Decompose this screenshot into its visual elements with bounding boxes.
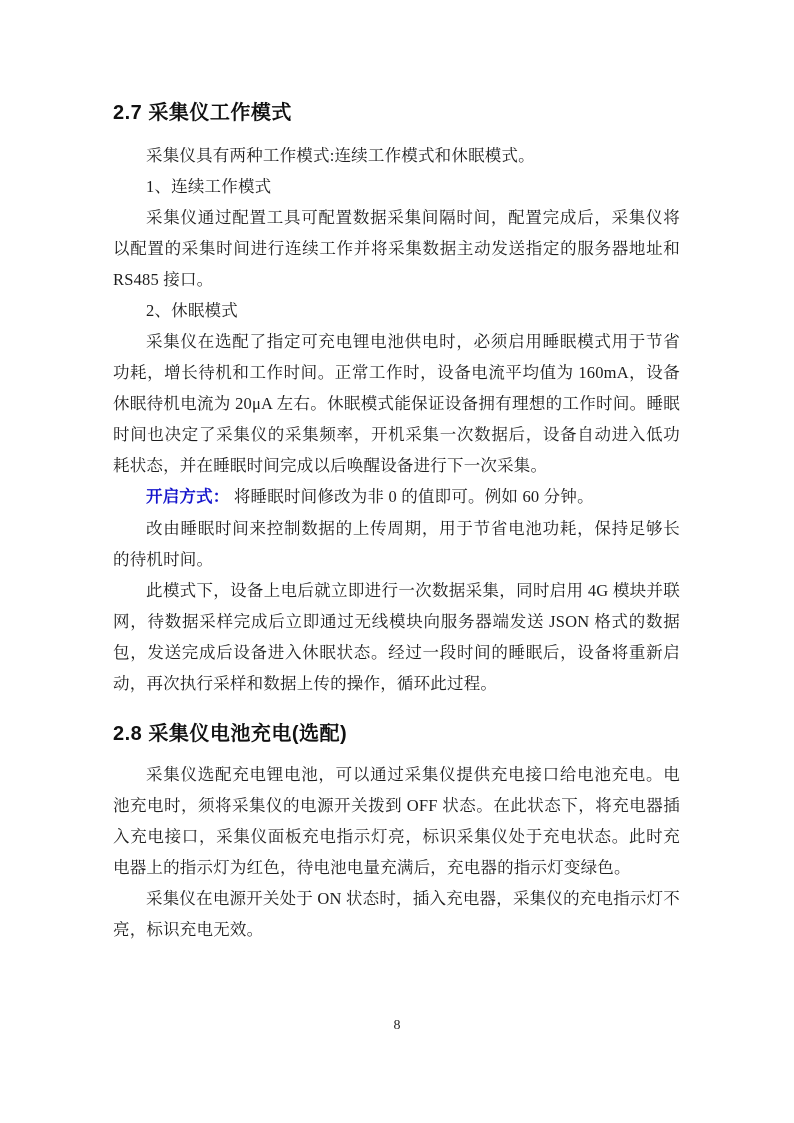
enable-method-label: 开启方式： <box>146 488 230 506</box>
paragraph-charging-detail: 采集仪选配充电锂电池，可以通过采集仪提供充电接口给电池充电。电池充电时，须将采集仪的电源开关拨到 OFF 状态。在此状态下，将充电器插入充电接口，采集仪面板充电指示灯亮，标识采集仪处于充电状态。此时充电器上的指示灯为红色，待电池电量充满后，充电器的指示灯变绿色。 <box>113 765 680 877</box>
page-number: 8 <box>393 1018 401 1033</box>
paragraph-sleep-cycle-process: 此模式下，设备上电后就立即进行一次数据采集，同时启用 4G 模块并联网，待数据采样完成后立即通过无线模块向服务器端发送 JSON 格式的数据包，发送完成后设备进入休眠状态。经过一段时间的睡眠后，设备将重新启动，再次执行采样和数据上传的操作，循环此过程。 <box>113 581 680 693</box>
section-heading-2-8: 2.8 采集仪电池充电(选配) <box>113 723 348 745</box>
paragraph-sleep-mode-detail: 采集仪在选配了指定可充电锂电池供电时，必须启用睡眠模式用于节省功耗，增长待机和工作时间。正常工作时，设备电流平均值为 160mA，设备休眠待机电流为 20μA 左右。休眠模式能保证设备拥有理想的工作时间。睡眠时间也决定了采集仪的采集频率，开机采集一次数据后，设备自动进入低功耗状态，并在睡眠时间完成以后唤醒设备进行下一次采集。 <box>113 332 680 475</box>
paragraph-sleep-time-control: 改由睡眠时间来控制数据的上传周期，用于节省电池功耗，保持足够长的待机时间。 <box>113 519 680 569</box>
enable-method-text: 将睡眠时间修改为非 0 的值即可。例如 60 分钟。 <box>233 487 594 506</box>
paragraph-enable-method <box>113 481 680 513</box>
list-item-sleep-mode: 2、休眠模式 <box>146 301 238 320</box>
section-heading-2-7: 2.7 采集仪工作模式 <box>113 102 292 124</box>
paragraph-modes-intro: 采集仪具有两种工作模式:连续工作模式和休眠模式。 <box>146 146 535 165</box>
section-battery-charging <box>113 719 680 945</box>
paragraph-continuous-mode-detail: 采集仪通过配置工具可配置数据采集间隔时间，配置完成后，采集仪将以配置的采集时间进行连续工作并将采集数据主动发送指定的服务器地址和 RS485 接口。 <box>113 208 680 289</box>
page-footer <box>0 1016 794 1036</box>
paragraph-charging-invalid: 采集仪在电源开关处于 ON 状态时，插入充电器，采集仪的充电指示灯不亮，标识充电无效。 <box>113 889 680 939</box>
section-working-modes <box>113 98 680 699</box>
list-item-continuous-mode: 1、连续工作模式 <box>146 177 272 196</box>
